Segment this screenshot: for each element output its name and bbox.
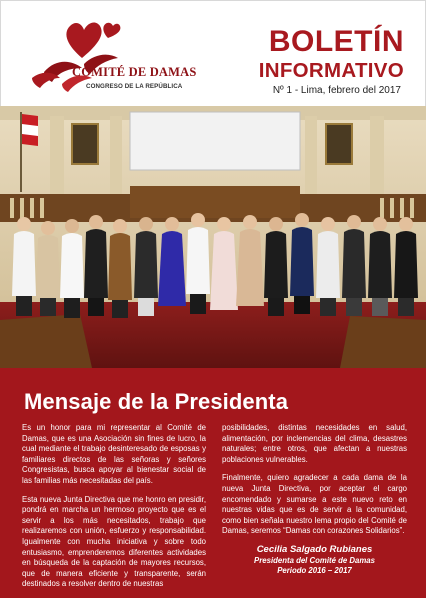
paragraph: Esta nueva Junta Directiva que me honro en presidir, pondrá en marcha un hermoso proyecto que es el servir a los más necesitados, trabajo que realizaremos con unión, esfuerzo y responsabilidad. Igualmente con mucha iniciativa y sobre todo entusiasmo, emprenderemos diferentes actividades en búsqueda de la captación de mayores recursos, que de manera eficiente y transparente, serán destinados a resolver dentro de nuestras <box>22 494 206 589</box>
signature-block <box>222 544 407 576</box>
signature-period: Periodo 2016 – 2017 <box>277 566 352 575</box>
article-headline: Mensaje de la Presidenta <box>24 389 289 414</box>
paragraph: posibilidades, distintas necesidades en salud, alimentación, por inclemencias del clima, desastres naturales; entre otros, que afectan a nuestras poblaciones vulnerables. <box>222 423 407 464</box>
bulletin-title: BOLETÍN <box>268 25 404 58</box>
paragraph: Finalmente, quiero agradecer a cada dama de la nueva Junta Directiva, por aceptar el cargo encomendado y sumarse a este nuevo reto en nuestras vidas que es de servir a la comunidad, como bien señala nuestro lema propio del Comité de Damas, seremos “Damas con corazones Solidarios”. <box>222 473 407 536</box>
bulletin-subtitle: INFORMATIVO <box>258 59 404 82</box>
article-column-left <box>22 423 206 598</box>
header <box>0 0 426 106</box>
signature-name: Cecilia Salgado Rubianes <box>256 544 373 555</box>
issue-date: Nº 1 - Lima, febrero del 2017 <box>272 85 401 96</box>
signature-role: Presidenta del Comité de Damas <box>254 556 375 565</box>
group-photo <box>0 106 426 368</box>
article-column-right <box>222 423 407 545</box>
org-name: COMITÉ DE DAMAS <box>72 65 197 79</box>
paragraph: Es un honor para mi representar al Comité de Damas, que es una Asociación sin fines de lucro, la cual mediante el trabajo desinteresado de esposas y familiares directos de las señoras y señores Congresistas, busca apoyar al bienestar social de las familias más necesitadas del país. <box>22 423 206 485</box>
org-subtitle: CONGRESO DE LA REPÚBLICA <box>86 83 183 90</box>
